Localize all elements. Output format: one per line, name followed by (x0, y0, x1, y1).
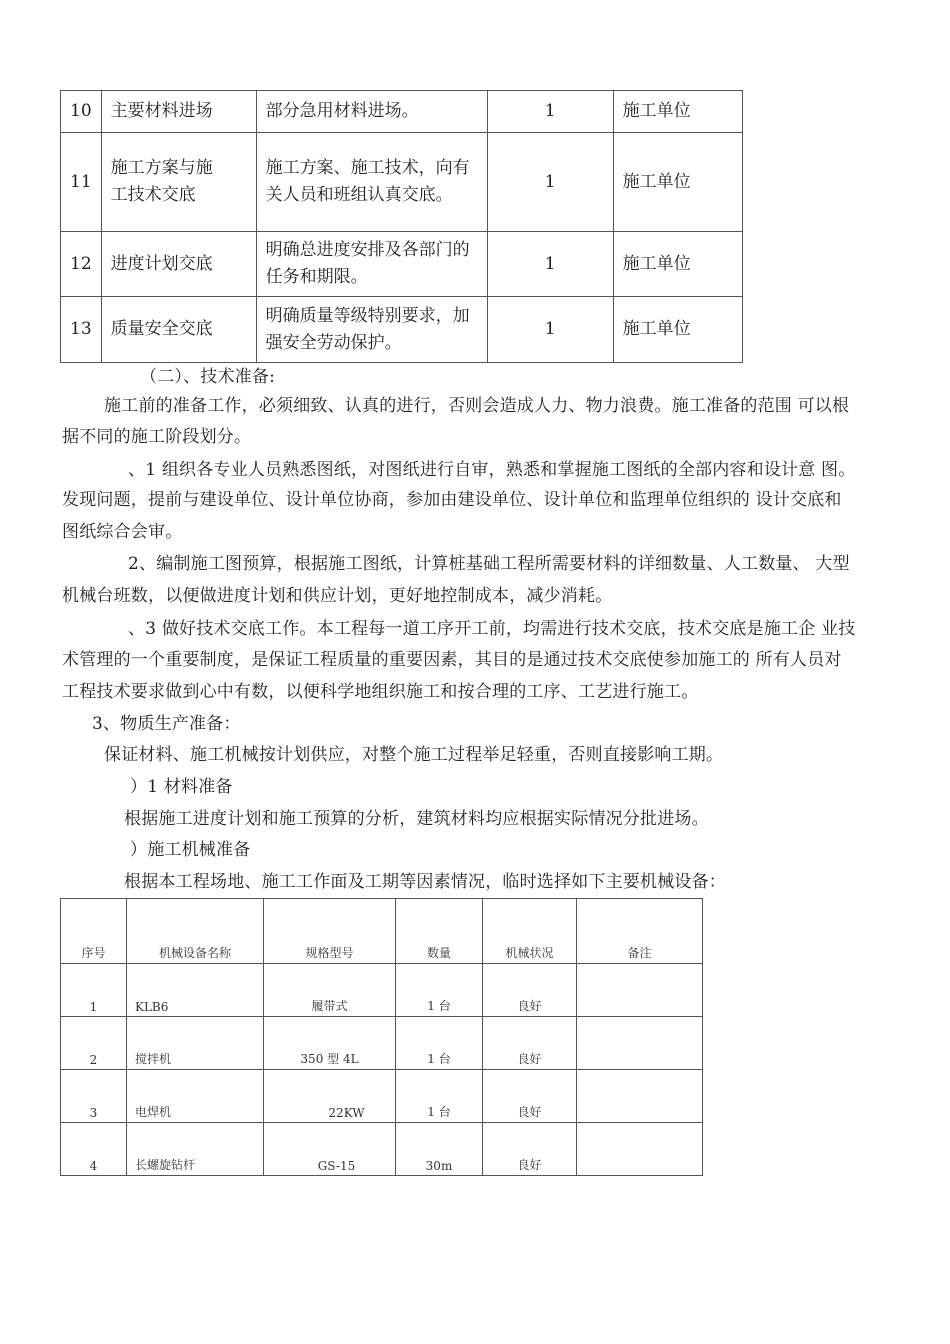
equipment-name: 电焊机 (127, 1070, 264, 1123)
item-content: 施工方案、施工技术，向有关人员和班组认真交底。 (256, 133, 487, 232)
paragraph-line: 根据施工进度计划和施工预算的分析，建筑材料均应根据实际情况分批进场。 (124, 809, 709, 829)
paragraph-line: 发现问题，提前与建设单位、设计单位协商，参加由建设单位、设计单位和监理单位组织的 设计交底和 (62, 490, 842, 510)
paragraph-line: 、3 做好技术交底工作。本工程每一道工序开工前，均需进行技术交底，技术交底是施工企 业技 (128, 619, 856, 639)
row-number: 11 (61, 133, 102, 232)
column-header: 规格型号 (264, 899, 396, 964)
prep-table (60, 90, 743, 363)
machine-table (60, 898, 703, 1176)
item-unit: 施工单位 (613, 297, 742, 363)
row-number: 10 (61, 91, 102, 133)
table-row (61, 297, 743, 363)
section-heading: （二）、技术准备: (140, 367, 276, 387)
item-quantity: 1 (487, 297, 613, 363)
item-name: 主要材料进场 (101, 91, 256, 133)
paragraph-line: 施工前的准备工作，必须细致、认真的进行，否则会造成人力、物力浪费。施工准备的范围 可以根 (104, 396, 850, 416)
item-name: 质量安全交底 (101, 297, 256, 363)
equipment-note (577, 1017, 703, 1070)
paragraph-line: 、1 组织各专业人员熟悉图纸，对图纸进行自审，熟悉和掌握施工图纸的全部内容和设计意 图。 (128, 460, 856, 480)
item-name: 施工方案与施工技术交底 (101, 133, 256, 232)
paragraph-line: 据不同的施工阶段划分。 (62, 427, 252, 447)
equipment-note (577, 1123, 703, 1176)
equipment-status: 良好 (483, 964, 577, 1017)
equipment-name: 搅拌机 (127, 1017, 264, 1070)
row-number: 3 (61, 1070, 127, 1123)
item-quantity: 1 (487, 133, 613, 232)
item-quantity: 1 (487, 91, 613, 133)
item-content: 明确总进度安排及各部门的任务和期限。 (256, 232, 487, 297)
paragraph-line: 2、编制施工图预算，根据施工图纸，计算桩基础工程所需要材料的详细数量、人工数量、 大型 (128, 554, 850, 574)
item-content: 部分急用材料进场。 (256, 91, 487, 133)
column-header: 备注 (577, 899, 703, 964)
item-unit: 施工单位 (613, 91, 742, 133)
row-number: 13 (61, 297, 102, 363)
item-name: 进度计划交底 (101, 232, 256, 297)
column-header: 序号 (61, 899, 127, 964)
column-header: 数量 (396, 899, 483, 964)
equipment-note (577, 964, 703, 1017)
table-row (61, 1017, 703, 1070)
subsection-heading: ）1 材料准备 (130, 777, 233, 797)
subsection-heading: ）施工机械准备 (130, 840, 251, 860)
row-number: 12 (61, 232, 102, 297)
item-unit: 施工单位 (613, 133, 742, 232)
table-row (61, 133, 743, 232)
item-unit: 施工单位 (613, 232, 742, 297)
item-content: 明确质量等级特别要求，加强安全劳动保护。 (256, 297, 487, 363)
equipment-quantity: 1 台 (396, 1017, 483, 1070)
item-quantity: 1 (487, 232, 613, 297)
row-number: 2 (61, 1017, 127, 1070)
equipment-spec: GS-15 (264, 1123, 396, 1176)
equipment-spec: 履带式 (264, 964, 396, 1017)
paragraph-line: 图纸综合会审。 (62, 522, 183, 542)
table-header-row (61, 899, 703, 964)
row-number: 4 (61, 1123, 127, 1176)
table-row (61, 964, 703, 1017)
paragraph-line: 根据本工程场地、施工工作面及工期等因素情况，临时选择如下主要机械设备： (124, 872, 726, 892)
equipment-note (577, 1070, 703, 1123)
equipment-quantity: 30m (396, 1123, 483, 1176)
equipment-quantity: 1 台 (396, 964, 483, 1017)
equipment-status: 良好 (483, 1017, 577, 1070)
equipment-name: KLB6 (127, 964, 264, 1017)
paragraph-line: 术管理的一个重要制度，是保证工程质量的重要因素，其目的是通过技术交底使参加施工的 所有人员对 (62, 650, 842, 670)
equipment-name: 长螺旋钻杆 (127, 1123, 264, 1176)
paragraph-line: 工程技术要求做到心中有数，以便科学地组织施工和按合理的工序、工艺进行施工。 (62, 682, 699, 702)
equipment-quantity: 1 台 (396, 1070, 483, 1123)
column-header: 机械状况 (483, 899, 577, 964)
table-row (61, 1123, 703, 1176)
column-header: 机械设备名称 (127, 899, 264, 964)
table-row (61, 232, 743, 297)
row-number: 1 (61, 964, 127, 1017)
equipment-spec: 350 型 4L (264, 1017, 396, 1070)
table-row (61, 1070, 703, 1123)
section-heading: 3、物质生产准备： (92, 714, 241, 734)
paragraph-line: 保证材料、施工机械按计划供应，对整个施工过程举足轻重，否则直接影响工期。 (104, 745, 724, 765)
equipment-status: 良好 (483, 1070, 577, 1123)
equipment-spec: 22KW (264, 1070, 396, 1123)
equipment-status: 良好 (483, 1123, 577, 1176)
table-row (61, 91, 743, 133)
paragraph-line: 机械台班数，以便做进度计划和供应计划，更好地控制成本，减少消耗。 (62, 586, 613, 606)
